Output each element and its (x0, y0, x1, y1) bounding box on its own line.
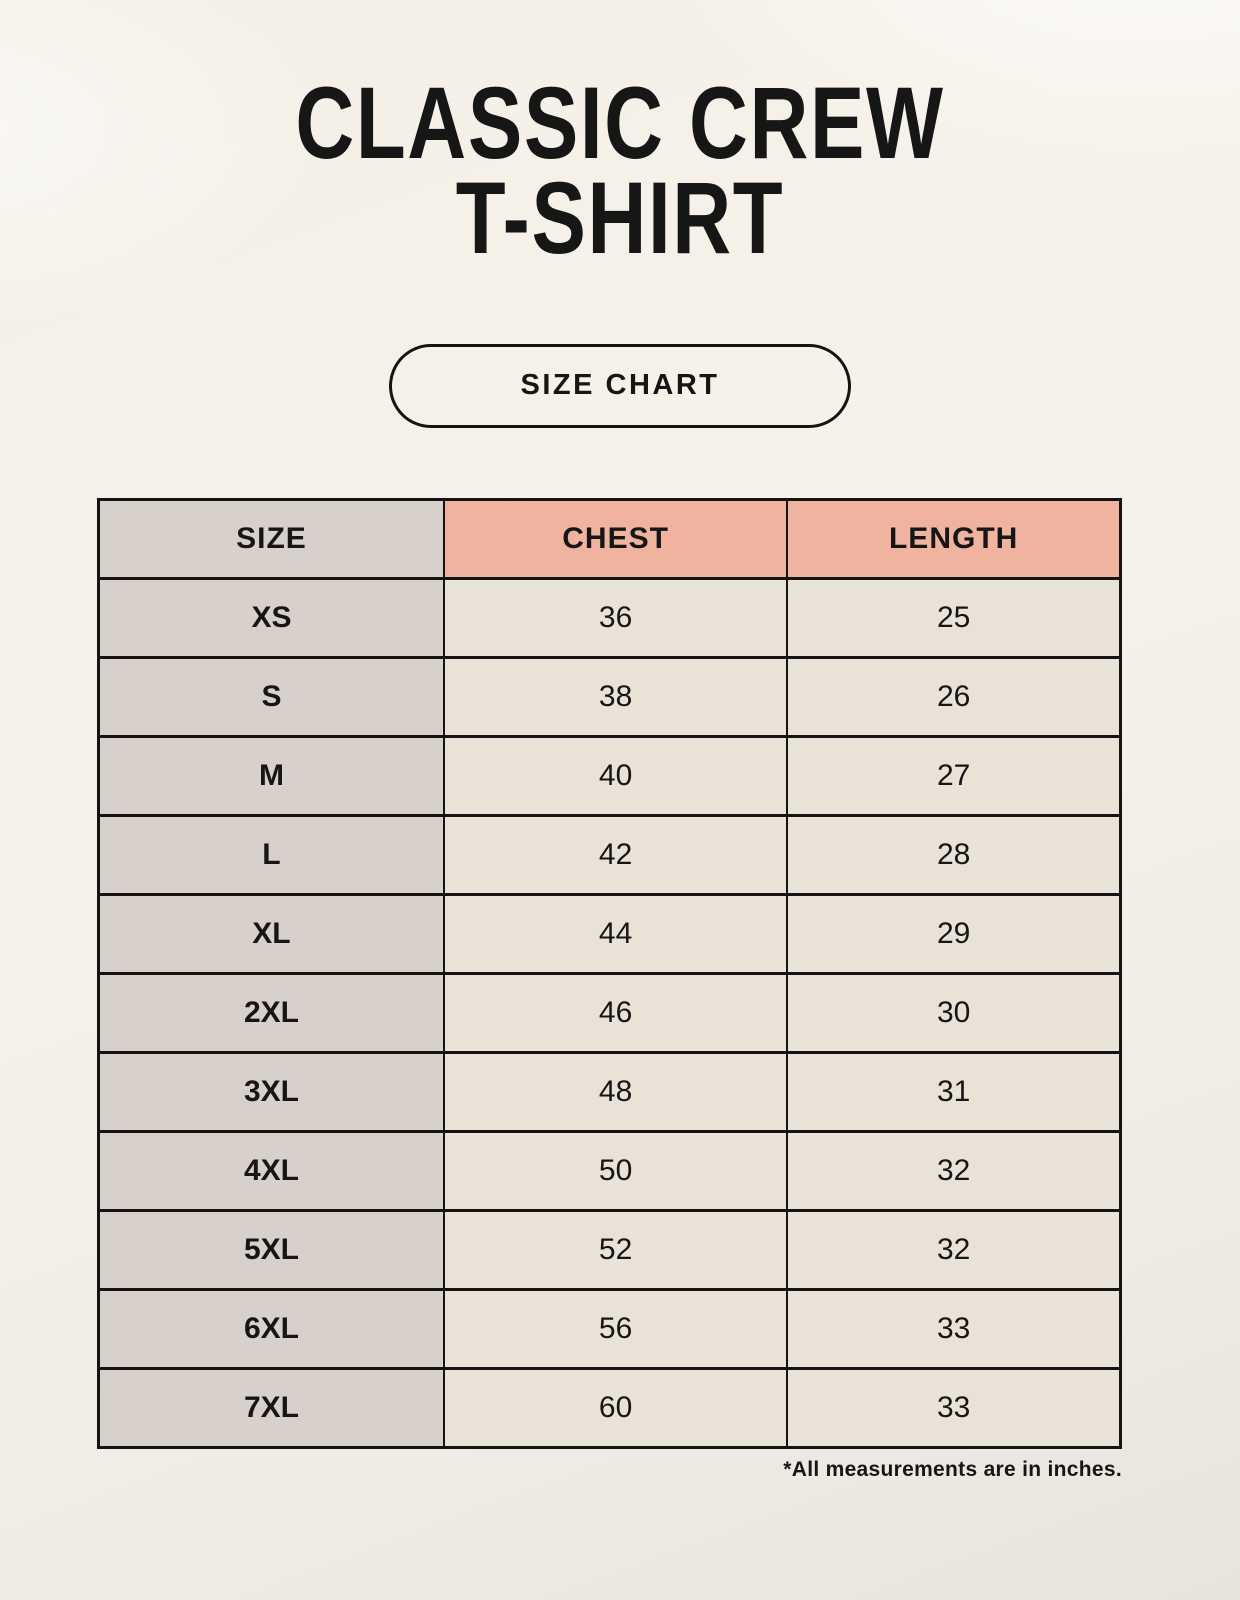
column-header-chest: CHEST (444, 499, 787, 578)
size-label: 7XL (99, 1368, 444, 1447)
size-label: 4XL (99, 1131, 444, 1210)
chest-value: 40 (444, 736, 787, 815)
header-row (99, 499, 1121, 578)
chest-value: 50 (444, 1131, 787, 1210)
chest-value: 56 (444, 1289, 787, 1368)
length-value: 30 (787, 973, 1120, 1052)
table-row (99, 657, 1121, 736)
chest-value: 48 (444, 1052, 787, 1131)
length-value: 28 (787, 815, 1120, 894)
page-title-line-2: T-SHIRT (455, 160, 785, 275)
length-value: 33 (787, 1368, 1120, 1447)
chest-value: 42 (444, 815, 787, 894)
size-label: 6XL (99, 1289, 444, 1368)
table-row (99, 1052, 1121, 1131)
size-label: S (99, 657, 444, 736)
length-value: 33 (787, 1289, 1120, 1368)
table-row (99, 815, 1121, 894)
size-label: 5XL (99, 1210, 444, 1289)
size-label: 3XL (99, 1052, 444, 1131)
size-chart-button-label: SIZE CHART (520, 369, 720, 402)
chest-value: 52 (444, 1210, 787, 1289)
table-row (99, 736, 1121, 815)
column-header-length: LENGTH (787, 499, 1120, 578)
length-value: 26 (787, 657, 1120, 736)
size-label: M (99, 736, 444, 815)
chest-value: 38 (444, 657, 787, 736)
chest-value: 60 (444, 1368, 787, 1447)
size-chart-button[interactable] (389, 344, 851, 428)
table-row (99, 1368, 1121, 1447)
page-title-line-1: CLASSIC CREW (295, 66, 945, 180)
table-row (99, 578, 1121, 657)
table-row (99, 1210, 1121, 1289)
table-row (99, 973, 1121, 1052)
length-value: 27 (787, 736, 1120, 815)
length-value: 31 (787, 1052, 1120, 1131)
size-chart-table (97, 498, 1122, 1449)
table-row (99, 1131, 1121, 1210)
column-header-size: SIZE (99, 499, 444, 578)
chest-value: 36 (444, 578, 787, 657)
size-label: 2XL (99, 973, 444, 1052)
length-value: 25 (787, 578, 1120, 657)
table-row (99, 1289, 1121, 1368)
measurements-footnote: *All measurements are in inches. (783, 1457, 1122, 1481)
size-chart-table-container (97, 498, 1122, 1482)
length-value: 29 (787, 894, 1120, 973)
chest-value: 46 (444, 973, 787, 1052)
length-value: 32 (787, 1131, 1120, 1210)
chest-value: 44 (444, 894, 787, 973)
size-label: L (99, 815, 444, 894)
size-label: XL (99, 894, 444, 973)
page-title (124, 0, 1116, 275)
size-label: XS (99, 578, 444, 657)
length-value: 32 (787, 1210, 1120, 1289)
table-row (99, 894, 1121, 973)
